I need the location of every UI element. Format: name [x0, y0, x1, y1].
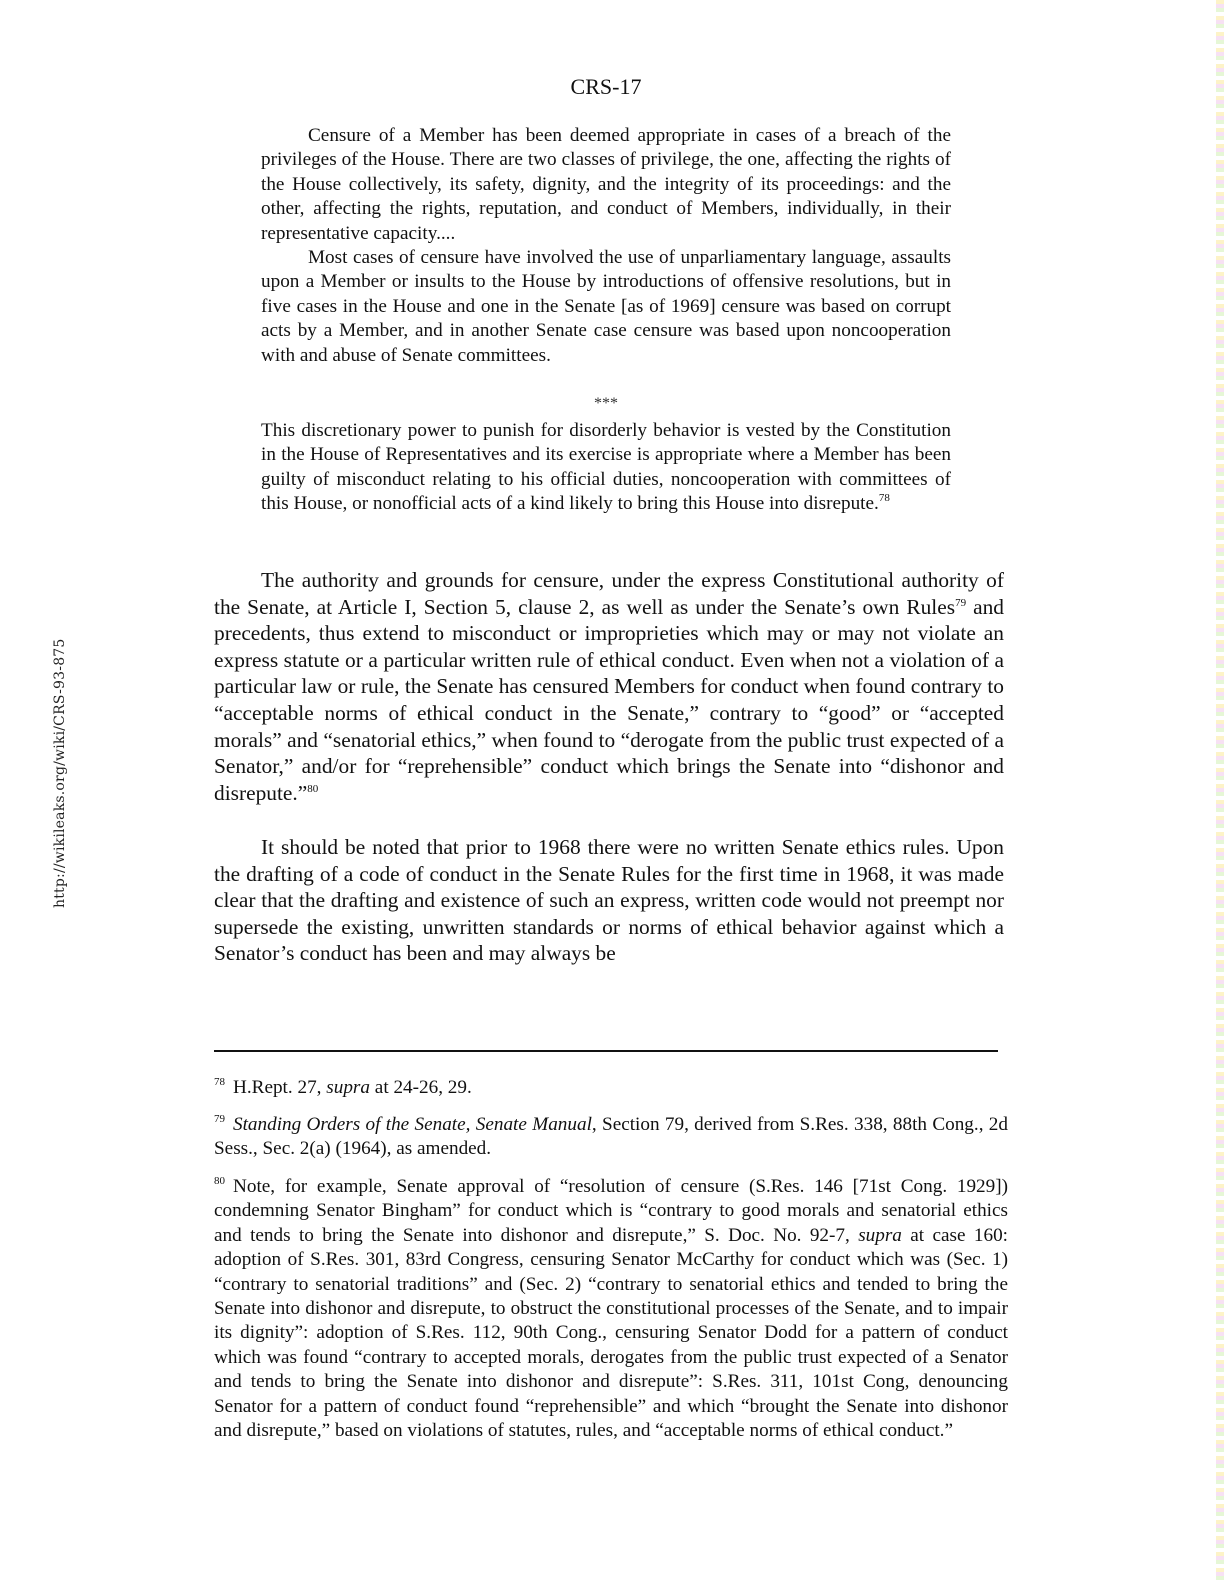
section-separator: *** — [594, 395, 618, 412]
footnote-78 — [214, 1076, 1008, 1100]
footnote-text: at 24-26, 29. — [370, 1077, 472, 1098]
footnote-ref[interactable]: 79 — [955, 596, 967, 609]
footnote-text: H.Rept. 27, — [233, 1077, 327, 1098]
block-quote-2 — [261, 419, 951, 517]
body-paragraph — [214, 567, 1004, 806]
footnote-text: at case 160: adoption of S.Res. 301, 83rd Congress, censuring Senator McCarthy for conduct which was (Sec. 1) “contrary to senatorial traditions” and (Sec. 2) “contrary to senatorial ethics and tended to bring the Senate into dishonor and disrepute, to obstruct the constitutional processes of the Senate, and to impair its dignity”: adoption of S.Res. 112, 90th Cong., censuring Senator Dodd for a pattern of conduct which was found “contrary to accepted morals, derogates from the public trust expected of a Senator and tends to bring the Senate into dishonor and disrepute”: S.Res. 311, 101st Cong, denouncing Senator for a pattern of conduct found “reprehensible” and which “brought the Senate into dishonor and disrepute,” based on violations of statutes, rules, and “acceptable norms of ethical conduct.” — [214, 1224, 1008, 1442]
body-text: and precedents, thus extend to misconduct or improprieties which may or may not violate an express statute or a particular written rule of ethical conduct. Even when not a violation of a particular law or rule, the Senate has censured Members for conduct when found contrary to “acceptable norms of ethical conduct in the Senate,” contrary to “good” or “accepted morals” and “senatorial ethics,” when found to “derogate from the public trust expected of a Senator,” and/or for “reprehensible” conduct which brings the Senate into “dishonor and disrepute.” — [214, 594, 1004, 805]
quote-paragraph: Censure of a Member has been deemed appropriate in cases of a breach of the privileges of the House. There are two classes of privilege, the one, affecting the rights of the House collectively, its safety, dignity, and the integrity of its proceedings: and the other, affecting the rights, reputation, and conduct of Members, individually, in their representative capacity.... — [261, 125, 951, 244]
side-watermark-url: http://wikileaks.org/wiki/CRS-93-875 — [52, 638, 68, 908]
footnote-number: 78 — [214, 1076, 225, 1088]
footnote-ref[interactable]: 80 — [307, 782, 319, 795]
page-header: CRS-17 — [570, 74, 642, 99]
quote-paragraph: Most cases of censure have involved the use of unparliamentary language, assaults upon a Member or insults to the House by introductions of offensive resolutions, but in five cases in the House and one in the Senate [as of 1969] censure was based on corrupt acts by a Member, and in another Senate case censure was based upon noncooperation with and abuse of Senate committees. — [261, 247, 951, 366]
footnote-text: Note, for example, Senate approval of “resolution of censure (S.Res. 146 [71st Cong. 1929]) condemning Senator Bingham” for conduct which is “contrary to good morals and senatorial ethics and tends to bring the Senate into dishonor and disrepute,” S. Doc. No. 92-7, — [214, 1176, 1008, 1246]
footnote-79 — [214, 1113, 1008, 1162]
footnote-number: 80 — [214, 1175, 225, 1187]
footnote-ref[interactable]: 78 — [878, 492, 890, 505]
footnote-divider — [214, 1050, 998, 1052]
block-quote-1 — [261, 124, 951, 368]
footnote-text: , Section 79, derived from S.Res. 338, 88th Cong., 2d Sess., Sec. 2(a) (1964), as amended. — [214, 1114, 1008, 1160]
footnote-italic: Standing Orders of the Senate, Senate Manual — [233, 1114, 592, 1135]
body-text: The authority and grounds for censure, under the express Constitutional authority of the Senate, at Article I, Section 5, clause 2, as well as under the Senate’s own Rules — [214, 568, 1004, 619]
body-paragraph: It should be noted that prior to 1968 there were no written Senate ethics rules. Upon the drafting of a code of conduct in the Senate Rules for the first time in 1968, it was made clear that the drafting and existence of such an express, written code would not preempt nor supersede the existing, unwritten standards or norms of ethical behavior against which a Senator’s conduct has been and may always be — [214, 835, 1004, 966]
footnote-80 — [214, 1175, 1008, 1443]
footnote-italic: supra — [858, 1224, 902, 1246]
page-edge-strip — [1216, 0, 1224, 1584]
quote-paragraph — [261, 419, 951, 517]
footnote-number: 79 — [214, 1113, 225, 1125]
footnote-italic: supra — [326, 1077, 370, 1098]
quote-text: This discretionary power to punish for disorderly behavior is vested by the Constitution in the House of Representatives and its exercise is appropriate where a Member has been guilty of misconduct relating to his official duties, noncooperation with committees of this House, or nonofficial acts of a kind likely to bring this House into disrepute. — [261, 420, 951, 515]
